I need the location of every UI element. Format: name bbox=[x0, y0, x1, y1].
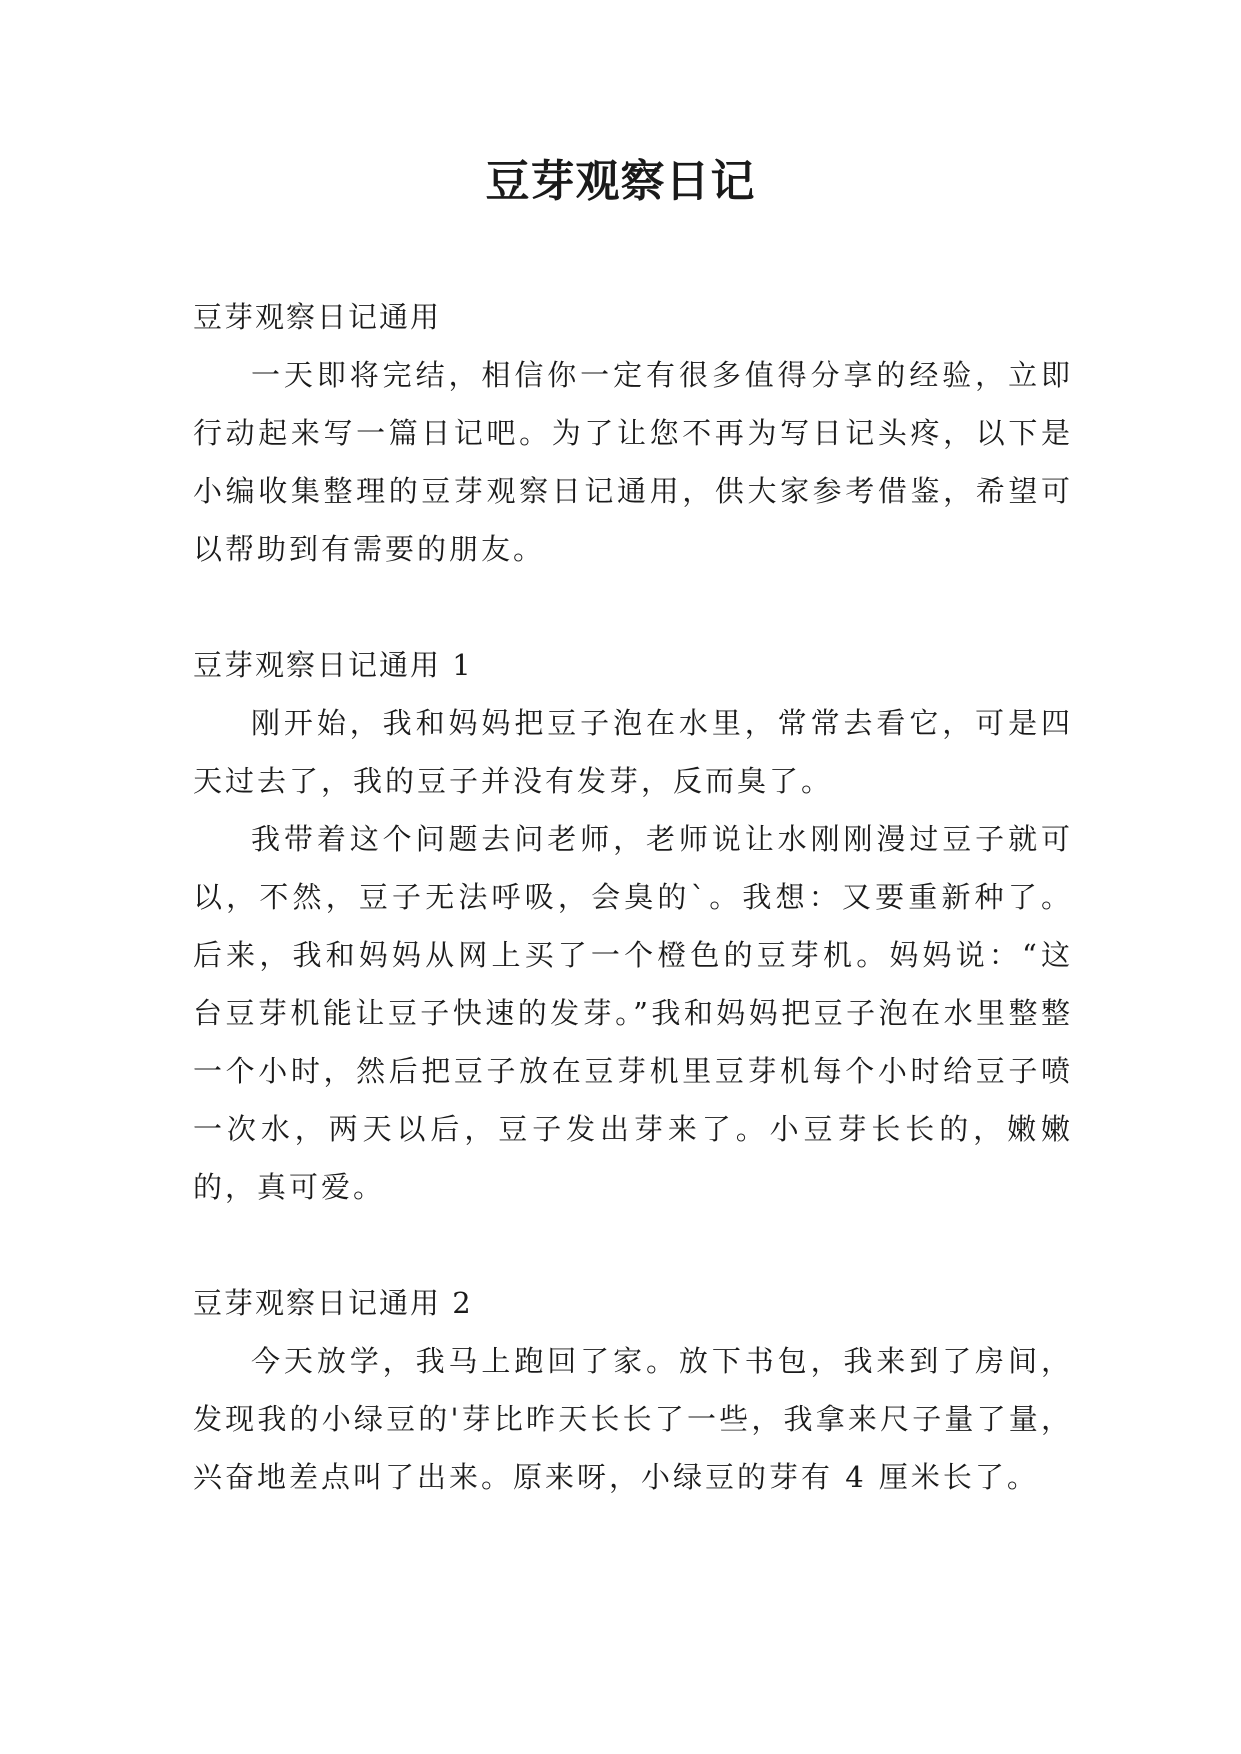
paragraph: 今天放学，我马上跑回了家。放下书包，我来到了房间，发现我的小绿豆的'芽比昨天长长了一些，我拿来尺子量了量，兴奋地差点叫了出来。原来呀，小绿豆的芽有 4 厘米长了。 bbox=[193, 1344, 1073, 1494]
section-heading: 豆芽观察日记通用 bbox=[193, 300, 442, 334]
section-intro bbox=[193, 288, 1073, 578]
section-heading: 豆芽观察日记通用 2 bbox=[193, 1286, 473, 1320]
paragraph: 一天即将完结，相信你一定有很多值得分享的经验，立即行动起来写一篇日记吧。为了让您不再为写日记头疼，以下是小编收集整理的豆芽观察日记通用，供大家参考借鉴，希望可以帮助到有需要的朋友。 bbox=[193, 358, 1073, 566]
section-heading: 豆芽观察日记通用 1 bbox=[193, 648, 473, 682]
document-body bbox=[193, 288, 1073, 1564]
paragraph: 我带着这个问题去问老师，老师说让水刚刚漫过豆子就可以，不然，豆子无法呼吸，会臭的`。我想：又要重新种了。后来，我和妈妈从网上买了一个橙色的豆芽机。妈妈说：“这台豆芽机能让豆子快速的发芽。”我和妈妈把豆子泡在水里整整一个小时，然后把豆子放在豆芽机里豆芽机每个小时给豆子喷一次水，两天以后，豆子发出芽来了。小豆芽长长的，嫩嫩的，真可爱。 bbox=[193, 822, 1073, 1204]
section-entry-1 bbox=[193, 636, 1073, 1216]
section-entry-2 bbox=[193, 1274, 1073, 1506]
document-title: 豆芽观察日记 bbox=[485, 156, 756, 207]
paragraph: 刚开始，我和妈妈把豆子泡在水里，常常去看它，可是四天过去了，我的豆子并没有发芽，反而臭了。 bbox=[193, 706, 1073, 798]
